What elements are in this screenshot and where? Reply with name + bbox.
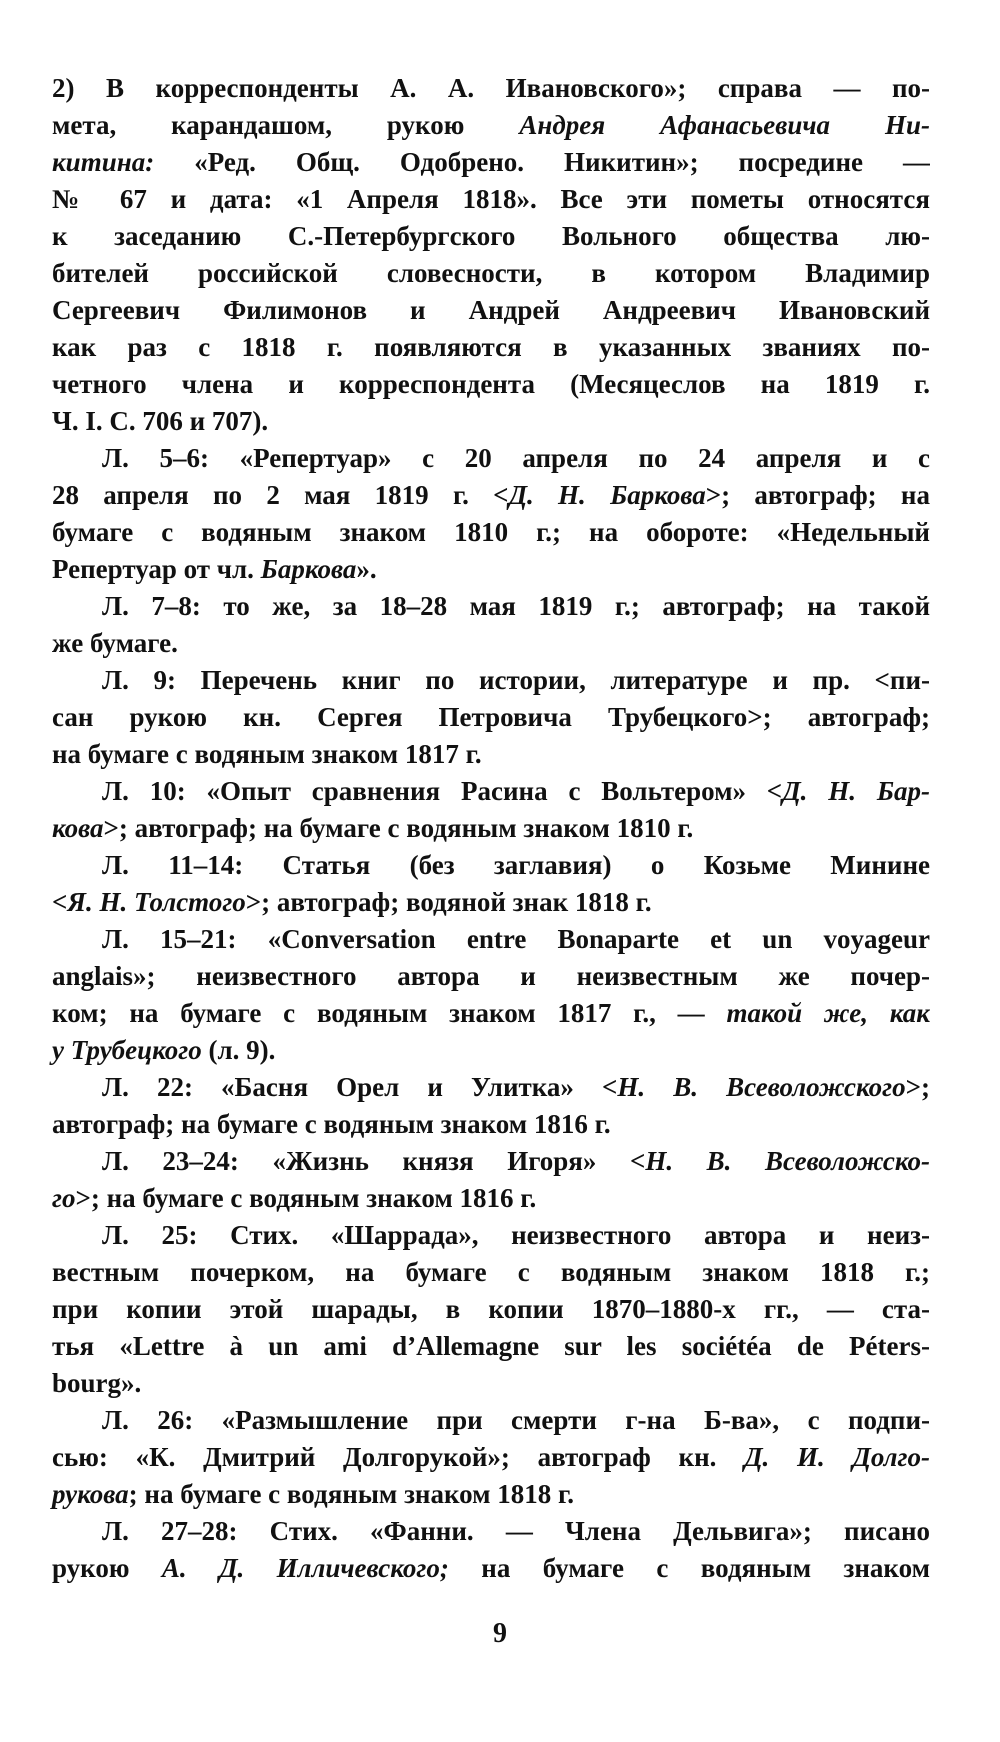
text-line — [52, 1254, 930, 1291]
text: при копии этой шарады, в копии 1870–1880-х гг., — ста- — [52, 1294, 930, 1324]
text-line — [52, 1180, 930, 1217]
text-line — [52, 70, 930, 107]
text-line — [52, 514, 930, 551]
text: >; — [905, 1072, 930, 1102]
text: Л. 22: «Басня Орел и Улитка» < — [102, 1072, 618, 1102]
document-page-text — [52, 70, 930, 1587]
text: бителей российской словесности, в котором Владимир — [52, 258, 930, 288]
text: < — [52, 887, 68, 917]
italic-text: Д. Н. Баркова — [508, 480, 706, 510]
text-line — [52, 1143, 930, 1180]
text-line — [52, 588, 930, 625]
italic-text: А. Д. Илличевского; — [161, 1553, 449, 1583]
text-line — [52, 625, 930, 662]
text-line — [52, 1550, 930, 1587]
text-line — [52, 1365, 930, 1402]
text-line — [52, 1069, 930, 1106]
text-line — [52, 181, 930, 218]
text-line — [52, 403, 930, 440]
text: сью: «К. Дмитрий Долгорукой»; автограф кн. — [52, 1442, 745, 1472]
italic-text: Андрея Афанасьевича Ни- — [519, 110, 930, 140]
text: anglais»; неизвестного автора и неизвестным же почер- — [52, 961, 930, 991]
text-line — [52, 699, 930, 736]
text: к заседанию С.-Петербургского Вольного общества лю- — [52, 221, 930, 251]
paragraph — [52, 1217, 930, 1402]
text-line — [52, 995, 930, 1032]
paragraph — [52, 1143, 930, 1217]
text-line — [52, 218, 930, 255]
italic-text: Я. Н. Толстого — [67, 887, 246, 917]
text: >; автограф; на бумаге с водяным знаком 1810 г. — [103, 813, 694, 843]
text: Л. 7–8: то же, за 18–28 мая 1819 г.; автограф; на такой — [102, 591, 930, 621]
italic-text: у Трубецкого — [52, 1035, 202, 1065]
text-line — [52, 440, 930, 477]
text-line — [52, 921, 930, 958]
text: bourg». — [52, 1368, 142, 1398]
text-line — [52, 292, 930, 329]
italic-text: Н. В. Всеволожско- — [645, 1146, 930, 1176]
text: на бумаге с водяным знаком — [448, 1553, 930, 1583]
italic-text: Д. И. Долго- — [744, 1442, 930, 1472]
text: на бумаге с водяным знаком 1817 г. — [52, 739, 482, 769]
text: вестным почерком, на бумаге с водяным знаком 1818 г.; — [52, 1257, 930, 1287]
text-line — [52, 1476, 930, 1513]
text-line — [52, 1402, 930, 1439]
text: как раз с 1818 г. появляются в указанных званиях по- — [52, 332, 930, 362]
paragraph — [52, 440, 930, 588]
text: (л. 9). — [201, 1035, 276, 1065]
text: тья «Lettre à un ami d’Allemagne sur les sociétéa de Péters- — [52, 1331, 930, 1361]
text: >; на бумаге с водяным знаком 1816 г. — [75, 1183, 537, 1213]
text: ком; на бумаге с водяным знаком 1817 г., — — [52, 998, 727, 1028]
italic-text: го — [52, 1183, 76, 1213]
page-number: 9 — [493, 1618, 507, 1649]
text: Сергеевич Филимонов и Андрей Андреевич Ивановский — [52, 295, 930, 325]
text: четного члена и корреспондента (Месяцеслов на 1819 г. — [52, 369, 930, 399]
italic-text: Баркова — [260, 554, 357, 584]
paragraph — [52, 662, 930, 773]
text: № 67 и дата: «1 Апреля 1818». Все эти пометы относятся — [52, 184, 930, 214]
paragraph — [52, 773, 930, 847]
paragraph — [52, 1513, 930, 1587]
text-line — [52, 1217, 930, 1254]
text-line — [52, 884, 930, 921]
text-line — [52, 551, 930, 588]
italic-text: такой же, как — [726, 998, 930, 1028]
text: бумаге с водяным знаком 1810 г.; на обороте: «Недельный — [52, 517, 930, 547]
text-line — [52, 477, 930, 514]
italic-text: рукова — [52, 1479, 129, 1509]
text-line — [52, 1291, 930, 1328]
italic-text: кова — [52, 813, 104, 843]
paragraph — [52, 921, 930, 1069]
text: сан рукою кн. Сергея Петровича Трубецкого>; автограф; — [52, 702, 930, 732]
paragraph — [52, 1402, 930, 1513]
text: ; на бумаге с водяным знаком 1818 г. — [128, 1479, 575, 1509]
text: Л. 15–21: «Conversation entre Bonaparte et un voyageur — [102, 924, 930, 954]
text: Л. 23–24: «Жизнь князя Игоря» < — [102, 1146, 646, 1176]
text-line — [52, 1513, 930, 1550]
text: Л. 11–14: Статья (без заглавия) о Козьме Минине — [102, 850, 930, 880]
text: Л. 27–28: Стих. «Фанни. — Члена Дельвига»; писано — [102, 1516, 930, 1546]
text: Репертуар от чл. — [52, 554, 261, 584]
text: >; автограф; на — [705, 480, 930, 510]
text-line — [52, 1106, 930, 1143]
text-line — [52, 255, 930, 292]
text: Л. 5–6: «Репертуар» с 20 апреля по 24 апреля и с — [102, 443, 930, 473]
text-line — [52, 958, 930, 995]
text: 2) В корреспонденты А. А. Ивановского»; справа — по- — [52, 73, 930, 103]
text-line — [52, 144, 930, 181]
text-line — [52, 810, 930, 847]
text: автограф; на бумаге с водяным знаком 1816 г. — [52, 1109, 611, 1139]
text: Ч. I. С. 706 и 707). — [52, 406, 269, 436]
text: мета, карандашом, рукою — [52, 110, 520, 140]
text: рукою — [52, 1553, 162, 1583]
paragraph — [52, 588, 930, 662]
text-line — [52, 847, 930, 884]
text-line — [52, 662, 930, 699]
text-line — [52, 329, 930, 366]
paragraph — [52, 70, 930, 440]
text: ». — [356, 554, 377, 584]
text-line — [52, 736, 930, 773]
text: Л. 9: Перечень книг по истории, литературе и пр. <пи- — [102, 665, 930, 695]
text-line — [52, 773, 930, 810]
text: Л. 26: «Размышление при смерти г-на Б-ва», с подпи- — [102, 1405, 930, 1435]
text: Л. 25: Стих. «Шаррада», неизвестного автора и неиз- — [102, 1220, 930, 1250]
paragraph — [52, 847, 930, 921]
text-line — [52, 107, 930, 144]
text-line — [52, 1439, 930, 1476]
paragraph — [52, 1069, 930, 1143]
text-line — [52, 1328, 930, 1365]
italic-text: Д. Н. Бар- — [782, 776, 930, 806]
text: >; автограф; водяной знак 1818 г. — [245, 887, 652, 917]
text: Л. 10: «Опыт сравнения Расина с Вольтером» < — [102, 776, 783, 806]
italic-text: Н. В. Всеволожского — [617, 1072, 906, 1102]
text-line — [52, 1032, 930, 1069]
text: же бумаге. — [52, 628, 178, 658]
text: 28 апреля по 2 мая 1819 г. < — [52, 480, 509, 510]
italic-text: китина: — [52, 147, 155, 177]
text-line — [52, 366, 930, 403]
text: «Ред. Общ. Одобрено. Никитин»; посредине — — [154, 147, 930, 177]
